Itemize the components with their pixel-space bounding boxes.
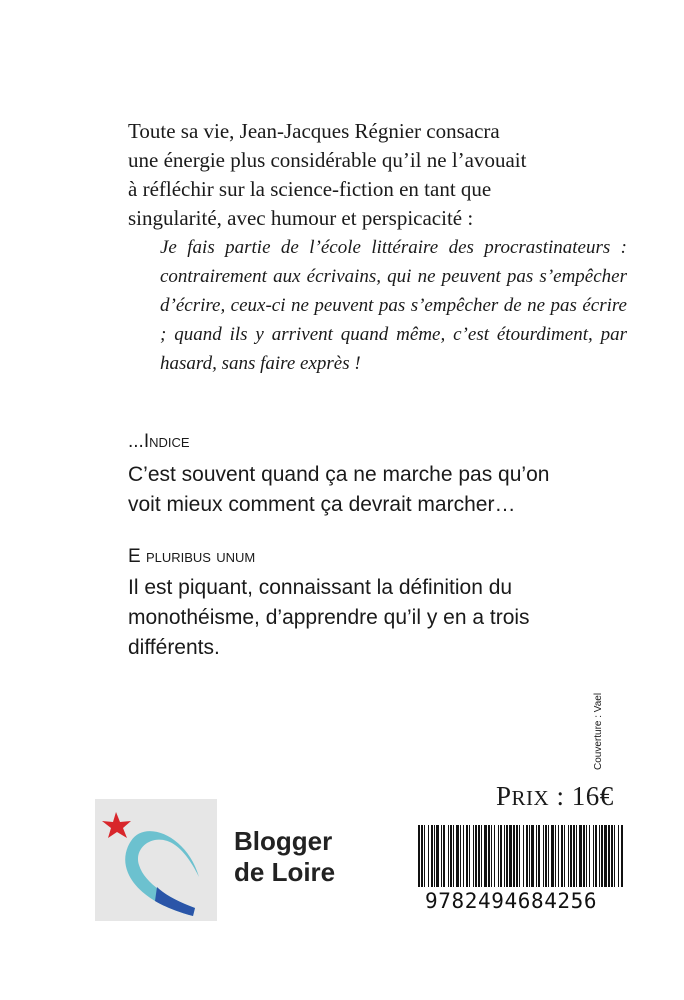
publisher-name-line: Blogger <box>234 826 333 856</box>
publisher-logo <box>95 799 217 921</box>
barcode-bar <box>509 825 512 887</box>
price-label-cap: P <box>496 781 512 811</box>
barcode-bar <box>469 825 470 887</box>
comet-logo-icon <box>95 799 217 921</box>
barcode-bar <box>523 825 524 887</box>
barcode-bar <box>555 825 556 887</box>
section-body-indice <box>128 460 628 520</box>
barcode-bar <box>519 825 520 887</box>
cover-credit: Couverture : Vael <box>593 692 604 770</box>
section-line: voit mieux comment ça devrait marcher… <box>128 493 516 516</box>
barcode-bar <box>531 825 534 887</box>
barcode-bar <box>481 825 482 887</box>
barcode-bar <box>611 825 613 887</box>
barcode-bar <box>621 825 623 887</box>
barcode-bar <box>558 825 559 887</box>
barcode-bar <box>473 825 474 887</box>
section-line: C’est souvent quand ça ne marche pas qu’on <box>128 463 550 486</box>
intro-line: Toute sa vie, Jean-Jacques Régnier consacra <box>128 119 500 143</box>
section-title-indice: ...Indice <box>128 431 190 452</box>
barcode-bar <box>460 825 461 887</box>
barcode-bar <box>516 825 518 887</box>
barcode-bar <box>529 825 530 887</box>
barcode-bar <box>573 825 575 887</box>
barcode-bar <box>608 825 610 887</box>
barcode-bar <box>475 825 477 887</box>
barcode-bars-icon <box>414 825 626 887</box>
barcode-bar <box>424 825 425 887</box>
intro-line: une énergie plus considérable qu’il ne l’avouait <box>128 148 527 172</box>
author-quote: Je fais partie de l’école littéraire des procrastinateurs : contrairement aux écrivains, qui ne peuvent pas s’empêcher d’écrire, ceux-ci ne peuvent pas s’empêcher de ne pas écrire ; quand ils y arrivent quand même, c’est étourdiment, par hasard, sans faire exprès ! <box>160 237 627 374</box>
barcode-bar <box>538 825 540 887</box>
barcode-bar <box>576 825 577 887</box>
barcode-bar <box>450 825 452 887</box>
publisher-name <box>234 826 335 888</box>
barcode-bar <box>463 825 464 887</box>
barcode-bar <box>561 825 563 887</box>
section-line: différents. <box>128 636 220 659</box>
section-line: monothéisme, d’apprendre qu’il y en a trois <box>128 606 530 629</box>
price-label <box>496 781 614 812</box>
barcode-bar <box>579 825 582 887</box>
barcode-bar <box>604 825 607 887</box>
barcode-bar <box>431 825 433 887</box>
barcode-bar <box>436 825 439 887</box>
barcode-bar <box>441 825 442 887</box>
barcode-bar <box>421 825 423 887</box>
barcode-bar <box>548 825 549 887</box>
barcode-bar <box>551 825 554 887</box>
barcode-bar <box>543 825 544 887</box>
section-title-pluribus: E pluribus unum <box>128 546 256 567</box>
barcode-bar <box>599 825 600 887</box>
barcode-bar <box>526 825 528 887</box>
price-value: : 16€ <box>549 781 614 811</box>
barcode-bar <box>506 825 508 887</box>
barcode-bar <box>513 825 515 887</box>
barcode-bar <box>428 825 429 887</box>
barcode-bar <box>488 825 490 887</box>
barcode-bar <box>504 825 505 887</box>
intro-paragraph <box>128 117 628 233</box>
barcode-bar <box>498 825 499 887</box>
intro-line: à réfléchir sur la science-fiction en tant que <box>128 177 492 201</box>
barcode-bar <box>564 825 565 887</box>
publisher-name-line: de Loire <box>234 857 336 887</box>
barcode-bar <box>478 825 480 887</box>
barcode-bar <box>484 825 487 887</box>
barcode-bar <box>500 825 502 887</box>
isbn-number: 9782494684256 <box>425 889 598 913</box>
barcode-bar <box>618 825 619 887</box>
barcode-bar <box>443 825 445 887</box>
barcode-bar <box>536 825 537 887</box>
barcode-bar <box>448 825 449 887</box>
barcode-bar <box>586 825 587 887</box>
barcode-bar <box>568 825 569 887</box>
barcode-bar <box>453 825 454 887</box>
barcode-bar <box>418 825 420 887</box>
section-line: Il est piquant, connaissant la définition du <box>128 576 513 599</box>
barcode-bar <box>570 825 572 887</box>
barcode-bar <box>466 825 468 887</box>
barcode-bar <box>456 825 459 887</box>
barcode-bar <box>491 825 492 887</box>
intro-line: singularité, avec humour et perspicacité : <box>128 206 474 230</box>
section-body-pluribus <box>128 573 628 663</box>
barcode-bar <box>601 825 603 887</box>
price-label-rest: RIX <box>511 786 550 810</box>
barcode-bar <box>583 825 585 887</box>
barcode-bar <box>545 825 547 887</box>
barcode-bar <box>593 825 594 887</box>
barcode-bar <box>614 825 615 887</box>
barcode-bar <box>595 825 597 887</box>
barcode-bar <box>434 825 435 887</box>
barcode-bar <box>494 825 495 887</box>
barcode-bar <box>589 825 590 887</box>
